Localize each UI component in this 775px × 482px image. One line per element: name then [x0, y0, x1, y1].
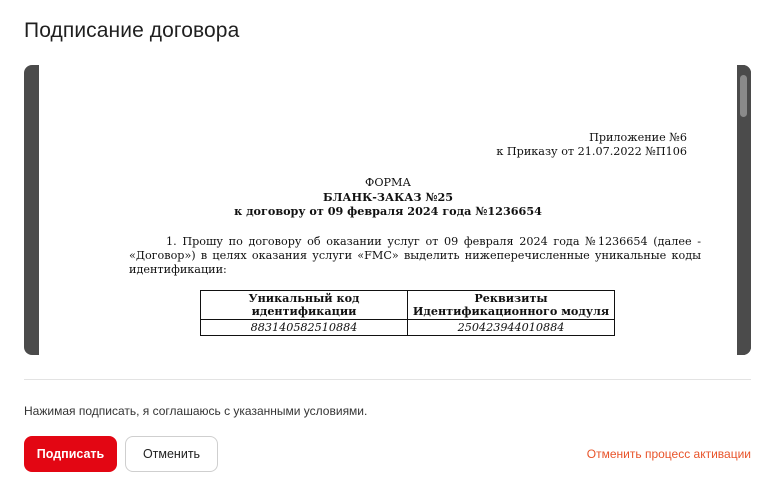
annex-line-1: Приложение №6	[589, 131, 687, 144]
table-cell-unique-code: 883140582510884	[201, 320, 408, 336]
divider	[24, 379, 751, 380]
cancel-button[interactable]: Отменить	[125, 436, 218, 472]
page-title: Подписание договора	[24, 19, 240, 42]
form-title: БЛАНК-ЗАКАЗ №25	[322, 190, 454, 204]
scrollbar-thumb[interactable]	[740, 75, 747, 117]
form-heading	[39, 176, 737, 218]
document-paragraph: 1. Прошу по договору об оказании услуг от 09 февраля 2024 года №1236654 (далее - «Договор») в целях оказания услуги «FMC» выделить нижеперечисленные уникальные коды идентификации:	[129, 235, 701, 276]
document-page	[39, 65, 737, 355]
codes-table	[200, 290, 615, 336]
annex-reference	[496, 131, 687, 159]
form-subtitle: к договору от 09 февраля 2024 года №1236654	[234, 204, 542, 218]
form-label: ФОРМА	[365, 176, 411, 189]
document-viewer[interactable]	[24, 65, 751, 355]
column-header-unique-code: Уникальный код идентификации	[201, 291, 408, 320]
annex-line-2: к Приказу от 21.07.2022 №П106	[496, 145, 687, 158]
sign-button[interactable]: Подписать	[24, 436, 117, 472]
table-row	[201, 320, 615, 336]
consent-text: Нажимая подписать, я соглашаюсь с указанными условиями.	[24, 404, 368, 418]
table-header-row	[201, 291, 615, 320]
viewer-scrollbar[interactable]	[737, 65, 751, 355]
column-header-module-details: Реквизиты Идентификационного модуля	[408, 291, 615, 320]
cancel-activation-link[interactable]: Отменить процесс активации	[586, 447, 751, 461]
table-cell-module-details: 250423944010884	[408, 320, 615, 336]
